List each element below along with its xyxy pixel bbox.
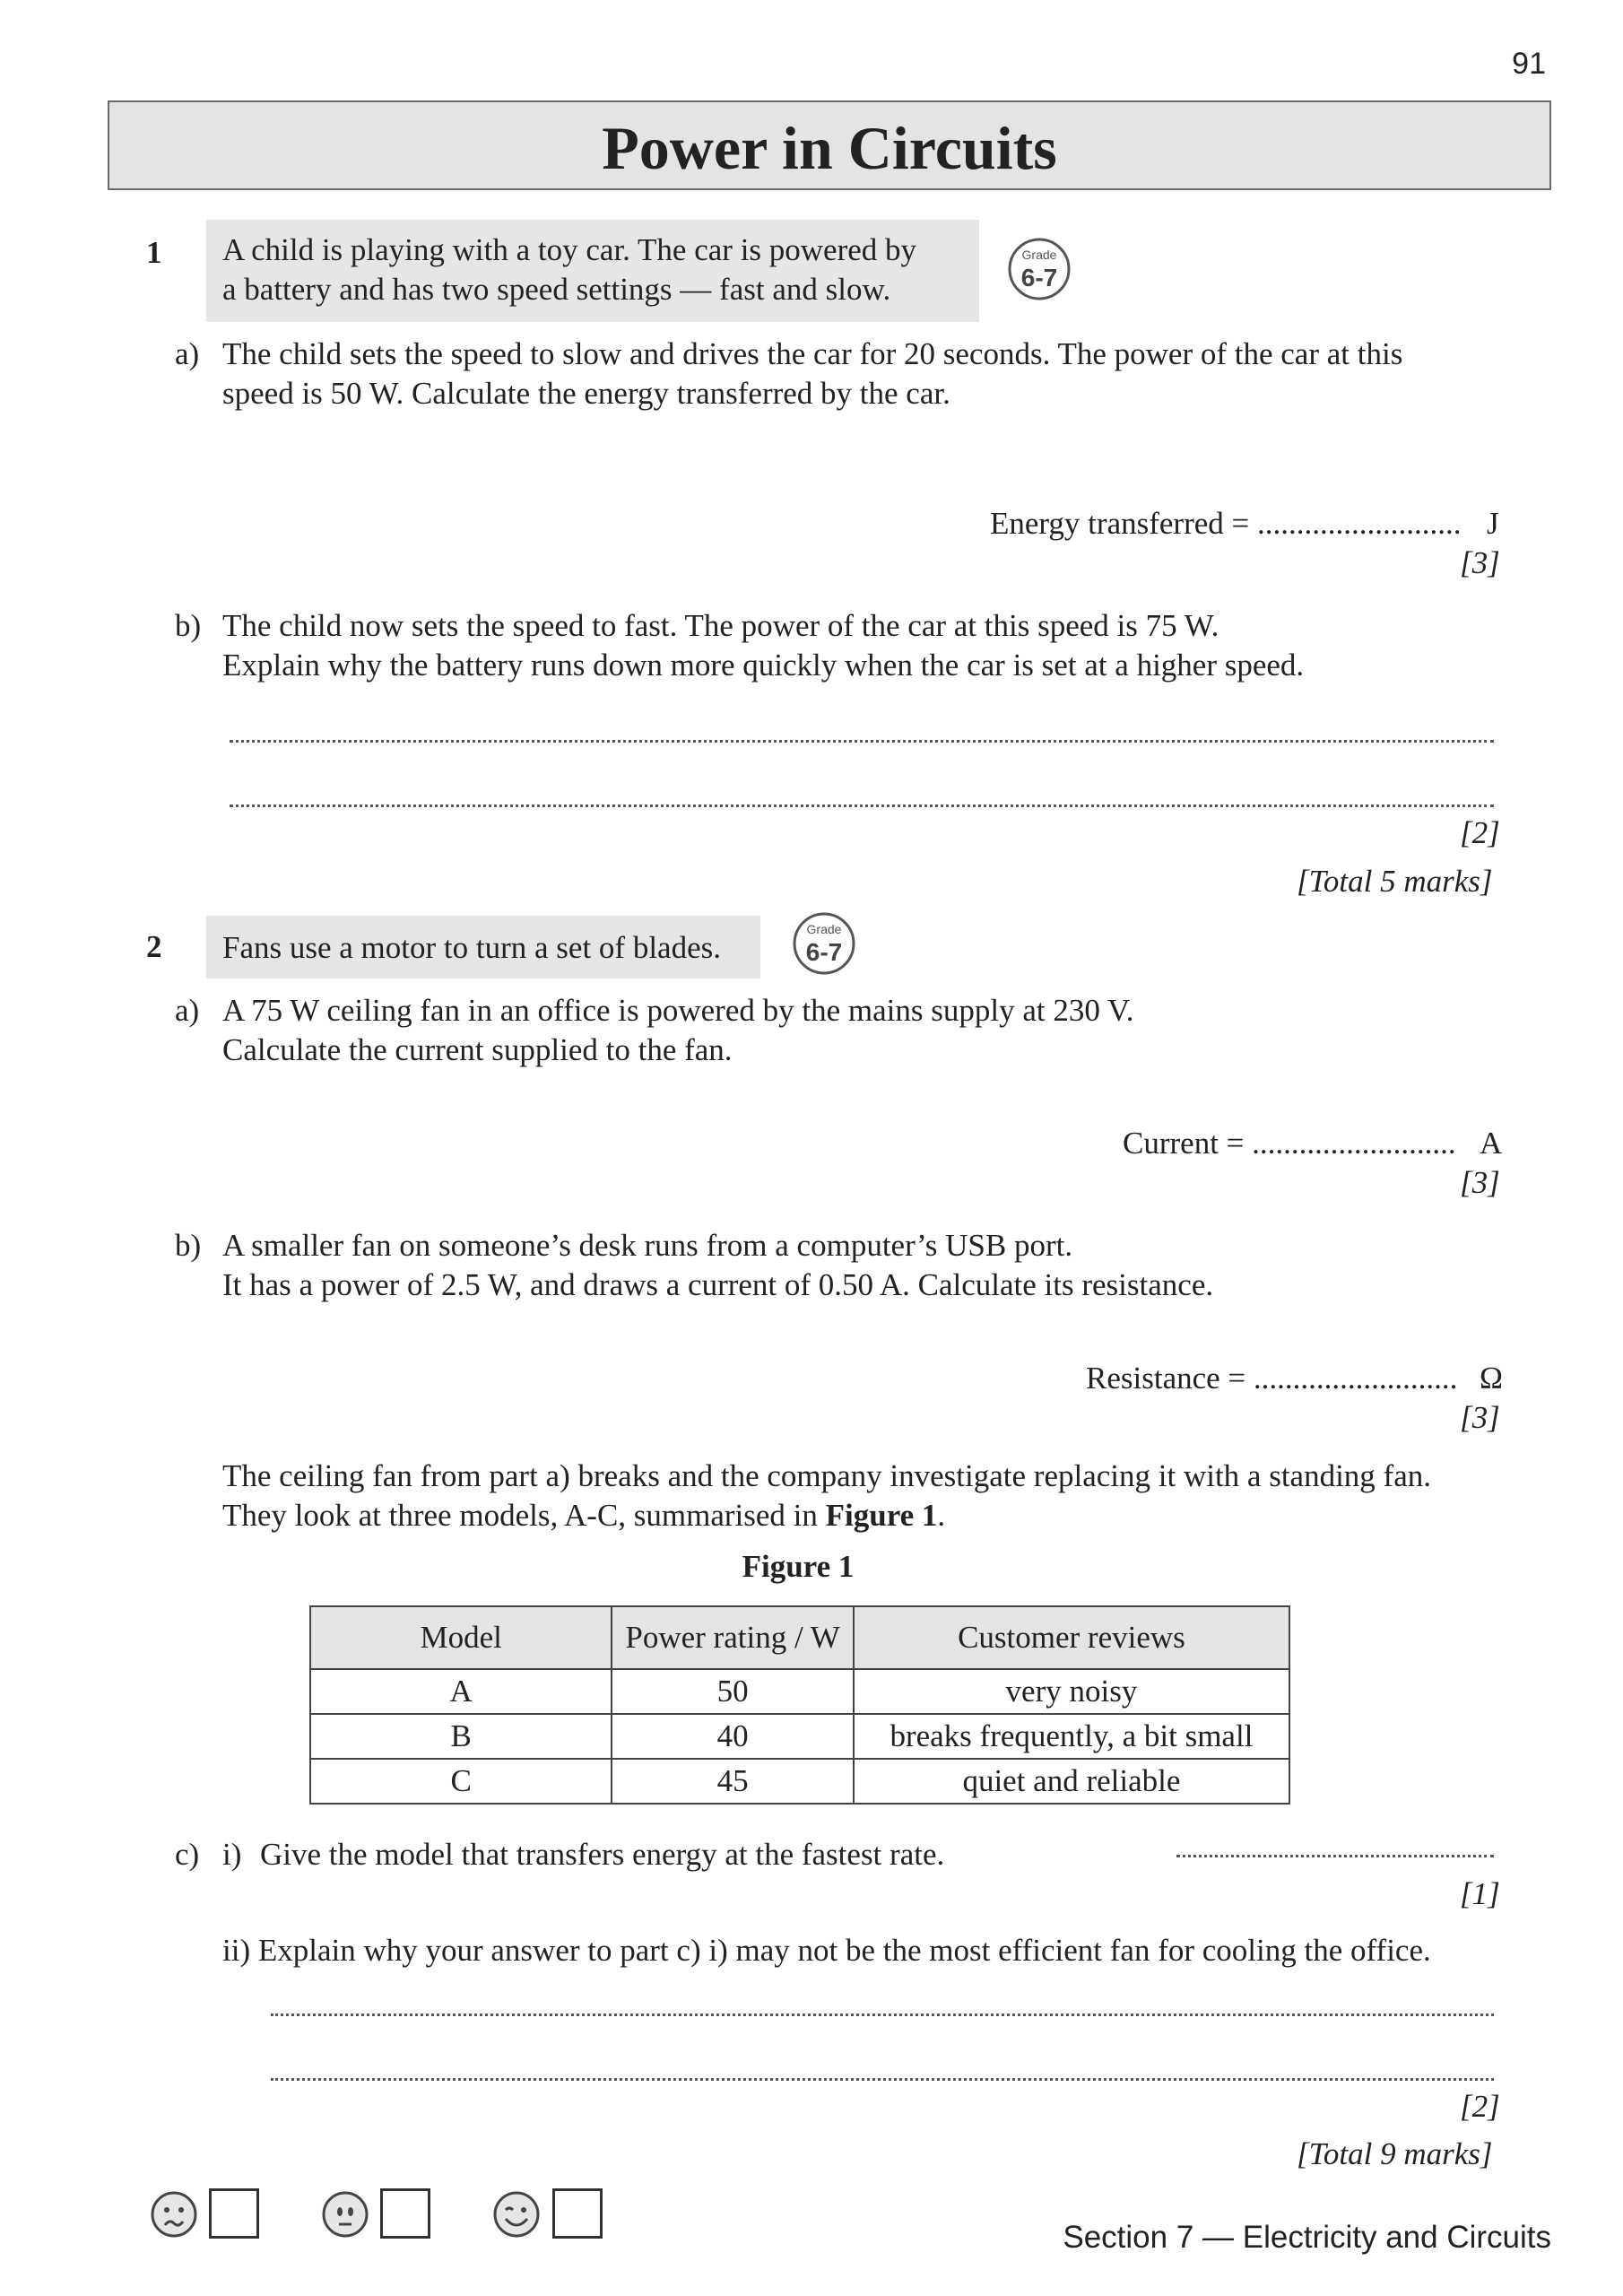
happy-face-icon xyxy=(492,2190,541,2239)
table-row xyxy=(310,1714,1289,1759)
q2a-unit: A xyxy=(1480,1126,1503,1161)
confidence-checkbox-high[interactable] xyxy=(552,2188,603,2239)
grade-badge-label: Grade xyxy=(1021,248,1057,262)
q2c-ii-answer-line-1[interactable] xyxy=(271,2013,1494,2016)
q2a-marks: [3] xyxy=(1460,1165,1500,1200)
q2-context-line-2-end: . xyxy=(937,1498,946,1533)
q1a-unit: J xyxy=(1487,506,1499,541)
q2a-label: a) xyxy=(175,993,200,1028)
grade-badge-icon xyxy=(1004,237,1074,301)
section-footer: Section 7 — Electricity and Circuits xyxy=(1063,2220,1551,2255)
question-2-intro-box xyxy=(206,916,760,978)
q2-total-marks: [Total 9 marks] xyxy=(1297,2136,1493,2171)
q1a-marks: [3] xyxy=(1460,545,1500,580)
q1a-line-2: speed is 50 W. Calculate the energy transferred by the car. xyxy=(222,376,950,411)
title-bar xyxy=(108,100,1551,190)
sad-face-icon xyxy=(150,2190,198,2239)
question-1-number: 1 xyxy=(146,235,162,270)
q2c-ii-text: ii) Explain why your answer to part c) i) may not be the most efficient fan for cooling the office. xyxy=(222,1933,1431,1968)
grade-badge-value: 6-7 xyxy=(1020,264,1058,291)
table-header-power: Power rating / W xyxy=(612,1606,854,1669)
q2b-label: b) xyxy=(175,1228,202,1263)
grade-badge-value: 6-7 xyxy=(805,938,843,966)
q2c-label: c) xyxy=(175,1837,200,1872)
question-1-intro-line-2: a battery and has two speed settings — fast and slow. xyxy=(222,272,891,307)
table-cell-power: 45 xyxy=(612,1759,854,1804)
q2c-i-label: i) xyxy=(222,1837,242,1872)
q2a-answer-label: Current = .......................... xyxy=(1123,1126,1456,1161)
q1b-label: b) xyxy=(175,608,202,643)
q2-context-line-2 xyxy=(222,1496,945,1535)
table-cell-model: B xyxy=(310,1714,612,1759)
confidence-checkbox-medium[interactable] xyxy=(380,2188,430,2239)
q2-context-line-2-text: They look at three models, A-C, summarised in xyxy=(222,1498,826,1533)
table-cell-power: 50 xyxy=(612,1669,854,1714)
table-cell-model: C xyxy=(310,1759,612,1804)
table-cell-reviews: quiet and reliable xyxy=(854,1759,1289,1804)
table-cell-power: 40 xyxy=(612,1714,854,1759)
figure-reference: Figure 1 xyxy=(825,1498,938,1533)
q2b-answer-label: Resistance = .......................... xyxy=(1086,1361,1458,1396)
table-row xyxy=(310,1669,1289,1714)
q2c-i-marks: [1] xyxy=(1460,1876,1500,1911)
neutral-face-icon xyxy=(321,2190,369,2239)
q2c-ii-marks: [2] xyxy=(1460,2089,1500,2124)
question-2-intro: Fans use a motor to turn a set of blades. xyxy=(222,930,722,965)
question-2-number: 2 xyxy=(146,929,162,964)
table-header-row xyxy=(310,1606,1289,1669)
figure-1-table xyxy=(309,1605,1290,1805)
q1b-answer-line-1[interactable] xyxy=(230,740,1494,743)
q2-context-line-1: The ceiling fan from part a) breaks and the company investigate replacing it with a standing fan. xyxy=(222,1458,1431,1493)
q1b-answer-line-2[interactable] xyxy=(230,804,1494,807)
q2b-line-1: A smaller fan on someone’s desk runs from a computer’s USB port. xyxy=(222,1228,1073,1263)
q2c-i-answer-line[interactable] xyxy=(1176,1855,1494,1857)
q1-total-marks: [Total 5 marks] xyxy=(1297,864,1493,899)
figure-caption: Figure 1 xyxy=(742,1549,855,1584)
q1a-answer-label: Energy transferred = .......................... xyxy=(990,506,1462,541)
q1b-line-2: Explain why the battery runs down more quickly when the car is set at a higher speed. xyxy=(222,648,1305,683)
page-number: 91 xyxy=(1512,47,1546,81)
q2b-line-2: It has a power of 2.5 W, and draws a current of 0.50 A. Calculate its resistance. xyxy=(222,1267,1214,1302)
q1b-marks: [2] xyxy=(1460,815,1500,850)
table-cell-model: A xyxy=(310,1669,612,1714)
grade-badge-label: Grade xyxy=(806,922,842,936)
table-header-model: Model xyxy=(310,1606,612,1669)
q2b-marks: [3] xyxy=(1460,1400,1500,1435)
question-1-intro-line-1: A child is playing with a toy car. The car is powered by xyxy=(222,232,917,267)
q2a-line-1: A 75 W ceiling fan in an office is powered by the mains supply at 230 V. xyxy=(222,993,1134,1028)
q2b-unit: Ω xyxy=(1480,1361,1504,1396)
q2c-ii-answer-line-2[interactable] xyxy=(271,2078,1494,2081)
table-cell-reviews: breaks frequently, a bit small xyxy=(854,1714,1289,1759)
table-cell-reviews: very noisy xyxy=(854,1669,1289,1714)
grade-badge-icon xyxy=(789,911,859,976)
q1a-line-1: The child sets the speed to slow and drives the car for 20 seconds. The power of the car at this xyxy=(222,336,1403,371)
page-title: Power in Circuits xyxy=(602,114,1057,182)
confidence-checkbox-low[interactable] xyxy=(209,2188,259,2239)
question-1-intro-box xyxy=(206,220,979,322)
table-row xyxy=(310,1759,1289,1804)
q1a-label: a) xyxy=(175,336,200,371)
q2c-i-text: Give the model that transfers energy at the fastest rate. xyxy=(260,1837,945,1872)
table-header-reviews: Customer reviews xyxy=(854,1606,1289,1669)
q1b-line-1: The child now sets the speed to fast. The power of the car at this speed is 75 W. xyxy=(222,608,1219,643)
q2a-line-2: Calculate the current supplied to the fan. xyxy=(222,1032,733,1067)
